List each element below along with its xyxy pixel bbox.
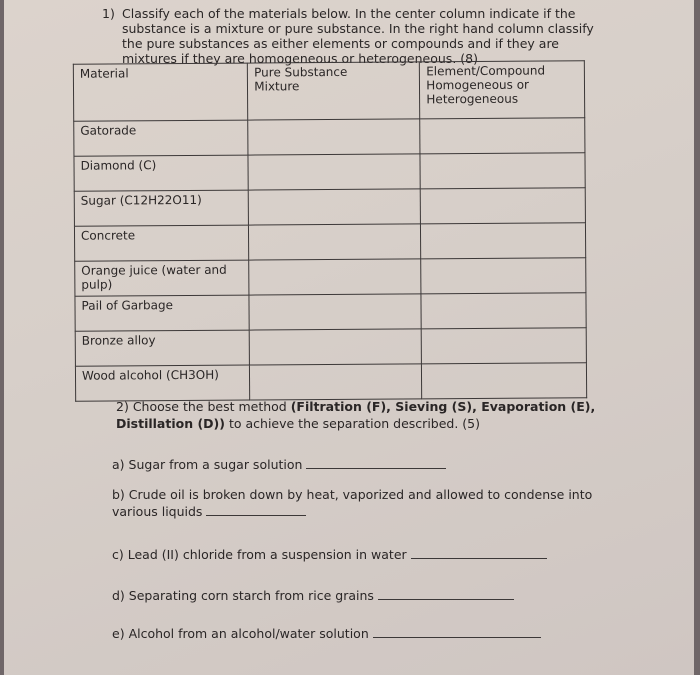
answer-blank[interactable] [306, 456, 446, 469]
classification-answer-cell[interactable] [420, 118, 585, 154]
pure-mixture-answer-cell[interactable] [249, 329, 421, 365]
table-row [75, 293, 586, 332]
material-cell: Concrete [74, 225, 248, 261]
question-2-tail: to achieve the separation described. (5) [228, 416, 481, 431]
header-pure-substance-mixture [248, 62, 420, 120]
question-2 [116, 398, 616, 432]
table-header-row [73, 61, 584, 122]
classification-answer-cell[interactable] [420, 153, 585, 189]
table-row [74, 118, 585, 157]
pure-mixture-answer-cell[interactable] [248, 154, 420, 190]
material-cell: Gatorade [74, 120, 248, 156]
pure-mixture-answer-cell[interactable] [250, 364, 422, 400]
pure-mixture-answer-cell[interactable] [248, 189, 420, 225]
answer-blank[interactable] [206, 503, 306, 516]
table-row [74, 223, 585, 262]
list-item: d) Separating corn starch from rice grains [112, 587, 514, 604]
list-item: a) Sugar from a sugar solution [112, 456, 446, 473]
pure-mixture-answer-cell[interactable] [249, 259, 421, 295]
header-material: Material [73, 63, 248, 121]
material-cell: Pail of Garbage [75, 295, 249, 331]
list-item: e) Alcohol from an alcohol/water solution [112, 625, 541, 642]
header-mixture: Mixture [254, 79, 300, 94]
table-row [74, 188, 585, 227]
table-row [75, 363, 586, 402]
classification-table [73, 60, 587, 402]
answer-blank[interactable] [411, 546, 547, 559]
pure-mixture-answer-cell[interactable] [249, 294, 421, 330]
table-row [75, 328, 586, 367]
classification-answer-cell[interactable] [421, 328, 586, 364]
worksheet-page [4, 0, 694, 675]
question-2-methods: (Filtration (F), Sieving (S), Evaporation (E), Distillation (D)) [116, 399, 596, 431]
question-2-number: 2) [116, 399, 129, 414]
table-row [74, 153, 585, 192]
material-cell: Bronze alloy [75, 330, 249, 366]
header-element-compound: Element/Compound Homogeneous or Heterogeneous [420, 61, 585, 119]
classification-answer-cell[interactable] [421, 258, 586, 294]
question-1-number: 1) [102, 6, 115, 21]
classification-answer-cell[interactable] [421, 223, 586, 259]
material-cell: Orange juice (water and pulp) [75, 260, 249, 296]
classification-answer-cell[interactable] [422, 363, 587, 399]
answer-blank[interactable] [373, 625, 541, 638]
material-cell: Diamond (C) [74, 155, 248, 191]
question-1-text: Classify each of the materials below. In the center column indicate if the substance is a mixture or pure substance. In the right hand column classify the pure substances as either elements or compounds and if they are mixtures if they are homogeneous or heterogeneous. (8) [122, 6, 594, 66]
question-1 [102, 6, 602, 66]
question-2-intro: Choose the best method [132, 399, 287, 414]
list-item: b) Crude oil is broken down by heat, vaporized and allowed to condense into various liquids [112, 487, 593, 519]
header-pure-substance: Pure Substance [254, 64, 348, 80]
material-cell: Sugar (C12H22O11) [74, 190, 248, 226]
table-row [75, 258, 586, 297]
classification-answer-cell[interactable] [421, 188, 586, 224]
classification-answer-cell[interactable] [421, 293, 586, 329]
list-item: c) Lead (II) chloride from a suspension in water [112, 546, 547, 563]
material-cell: Wood alcohol (CH3OH) [75, 365, 249, 401]
pure-mixture-answer-cell[interactable] [248, 119, 420, 155]
answer-blank[interactable] [378, 587, 514, 600]
pure-mixture-answer-cell[interactable] [249, 224, 421, 260]
